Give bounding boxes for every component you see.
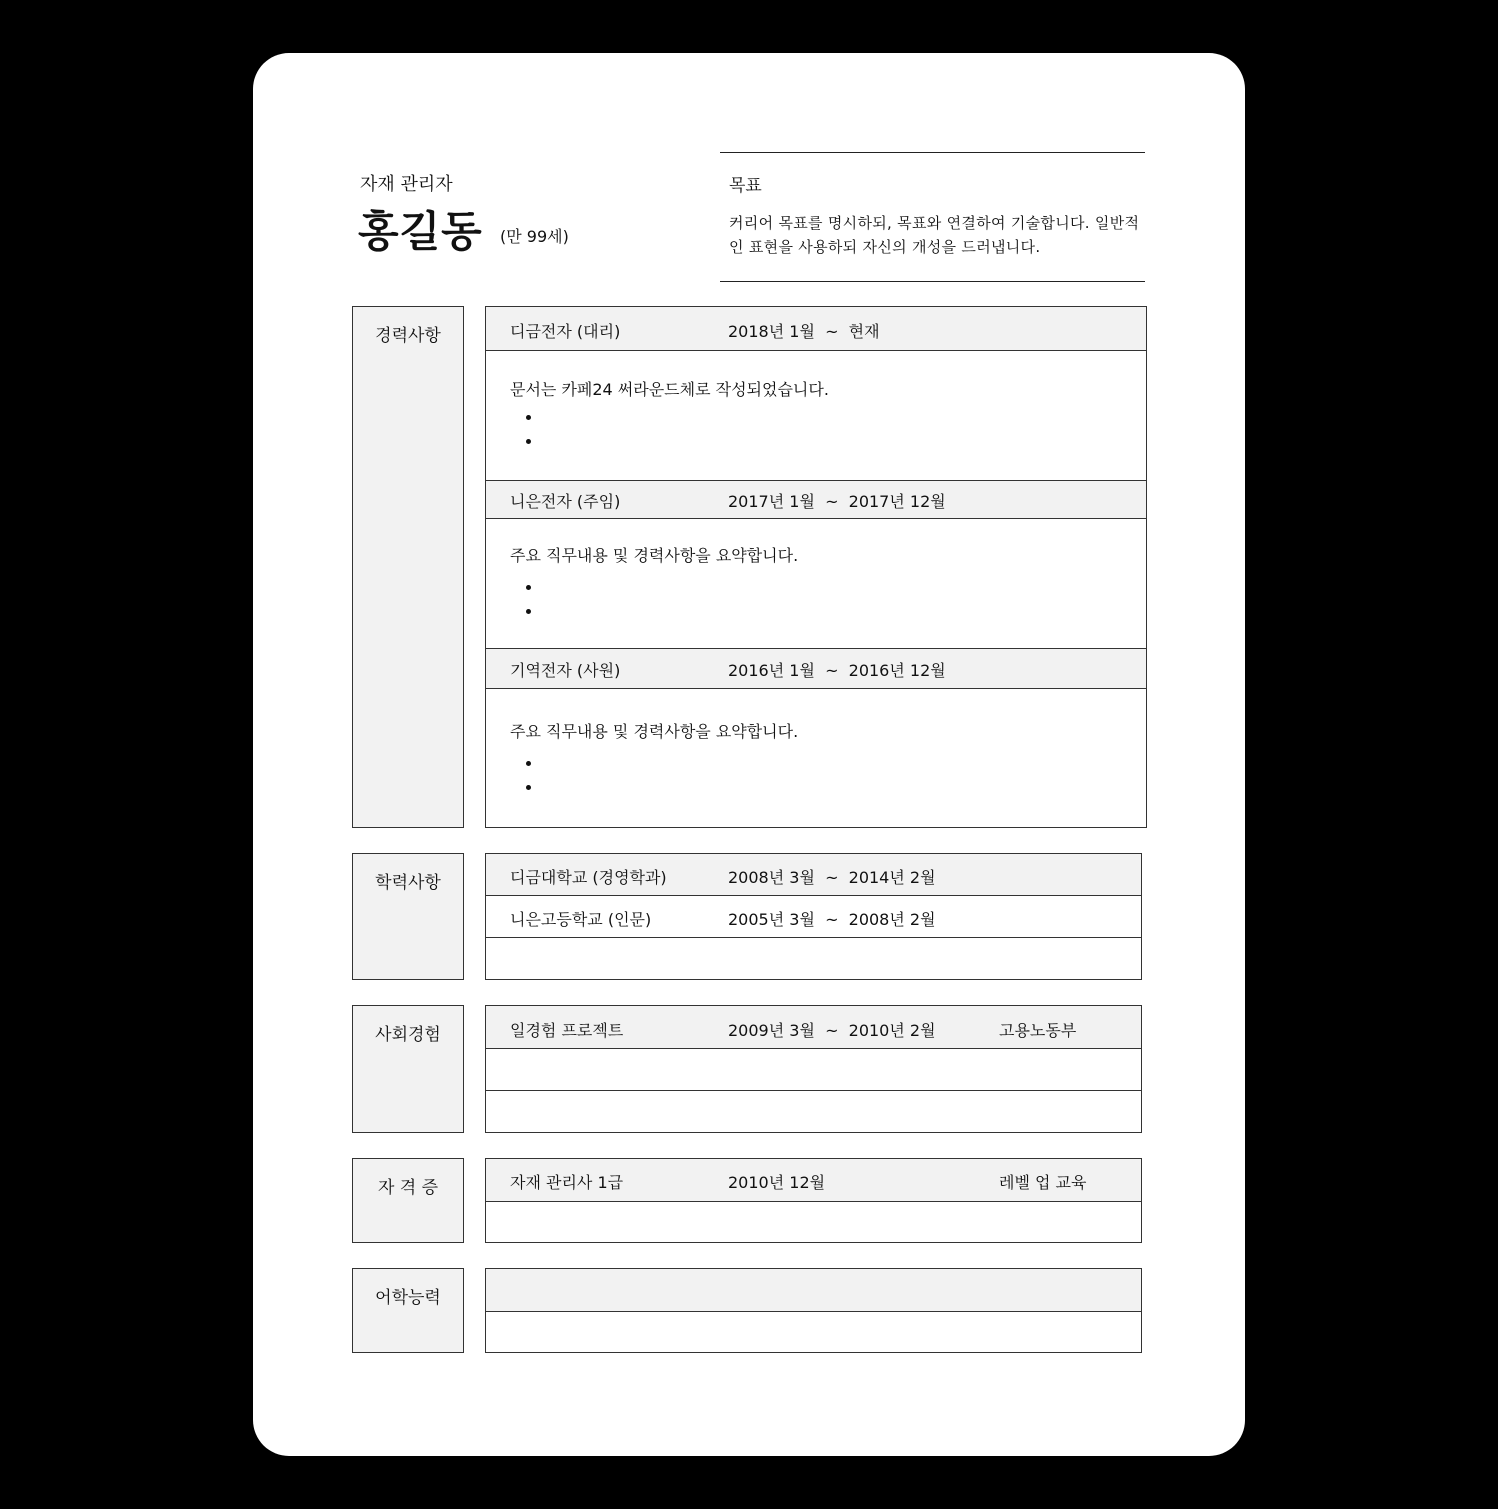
career-period: 2018년 1월 ~ 현재 [728, 322, 880, 341]
education-table [485, 853, 1142, 980]
career-period: 2016년 1월 ~ 2016년 12월 [728, 661, 946, 680]
social-table [485, 1005, 1142, 1133]
bullet-icon [526, 585, 531, 590]
education-school: 디금대학교 (경영학과) [510, 868, 667, 887]
career-company: 니은전자 (주임) [510, 492, 621, 511]
license-name: 자재 관리사 1급 [510, 1173, 624, 1192]
social-row [486, 1006, 1141, 1049]
career-row-body [486, 351, 1146, 481]
career-row-head [486, 307, 1146, 351]
career-desc: 주요 직무내용 및 경력사항을 요약합니다. [510, 546, 799, 565]
social-label: 사회경험 [352, 1005, 464, 1133]
career-desc: 주요 직무내용 및 경력사항을 요약합니다. [510, 722, 799, 741]
education-period: 2005년 3월 ~ 2008년 2월 [728, 910, 936, 929]
social-org: 고용노동부 [999, 1021, 1077, 1040]
career-table [485, 306, 1147, 828]
language-label: 어학능력 [352, 1268, 464, 1353]
bullet-icon [526, 785, 531, 790]
license-row [486, 1159, 1141, 1202]
education-school: 니은고등학교 (인문) [510, 910, 652, 929]
education-row [486, 896, 1141, 938]
bullet-icon [526, 761, 531, 766]
job-title: 자재 관리자 [360, 174, 453, 195]
career-period: 2017년 1월 ~ 2017년 12월 [728, 492, 946, 511]
career-desc: 문서는 카페24 써라운드체로 작성되었습니다. [510, 380, 829, 399]
career-row-head [486, 481, 1146, 519]
career-row-head [486, 649, 1146, 689]
language-table [485, 1268, 1142, 1353]
goal-title: 목표 [729, 176, 762, 196]
education-label: 학력사항 [352, 853, 464, 980]
career-row-body [486, 689, 1146, 827]
career-label: 경력사항 [352, 306, 464, 828]
career-company: 기역전자 (사원) [510, 661, 621, 680]
goal-section [720, 152, 1145, 282]
resume-page [253, 53, 1245, 1456]
education-row [486, 854, 1141, 896]
bullet-icon [526, 415, 531, 420]
license-date: 2010년 12월 [728, 1173, 826, 1192]
person-name: 홍길동 [358, 207, 483, 256]
bullet-icon [526, 609, 531, 614]
goal-text: 커리어 목표를 명시하되, 목표와 연결하여 기술합니다. 일반적인 표현을 사용하되 자신의 개성을 드러냅니다. [729, 214, 1140, 256]
person-age: (만 99세) [500, 227, 569, 246]
license-table [485, 1158, 1142, 1243]
license-label: 자 격 증 [352, 1158, 464, 1243]
social-period: 2009년 3월 ~ 2010년 2월 [728, 1021, 936, 1040]
license-org: 레벨 업 교육 [999, 1173, 1087, 1192]
social-name: 일경험 프로젝트 [510, 1021, 624, 1040]
bullet-icon [526, 439, 531, 444]
education-period: 2008년 3월 ~ 2014년 2월 [728, 868, 936, 887]
language-row [486, 1269, 1141, 1312]
career-company: 디금전자 (대리) [510, 322, 621, 341]
career-row-body [486, 519, 1146, 649]
social-row [486, 1049, 1141, 1091]
